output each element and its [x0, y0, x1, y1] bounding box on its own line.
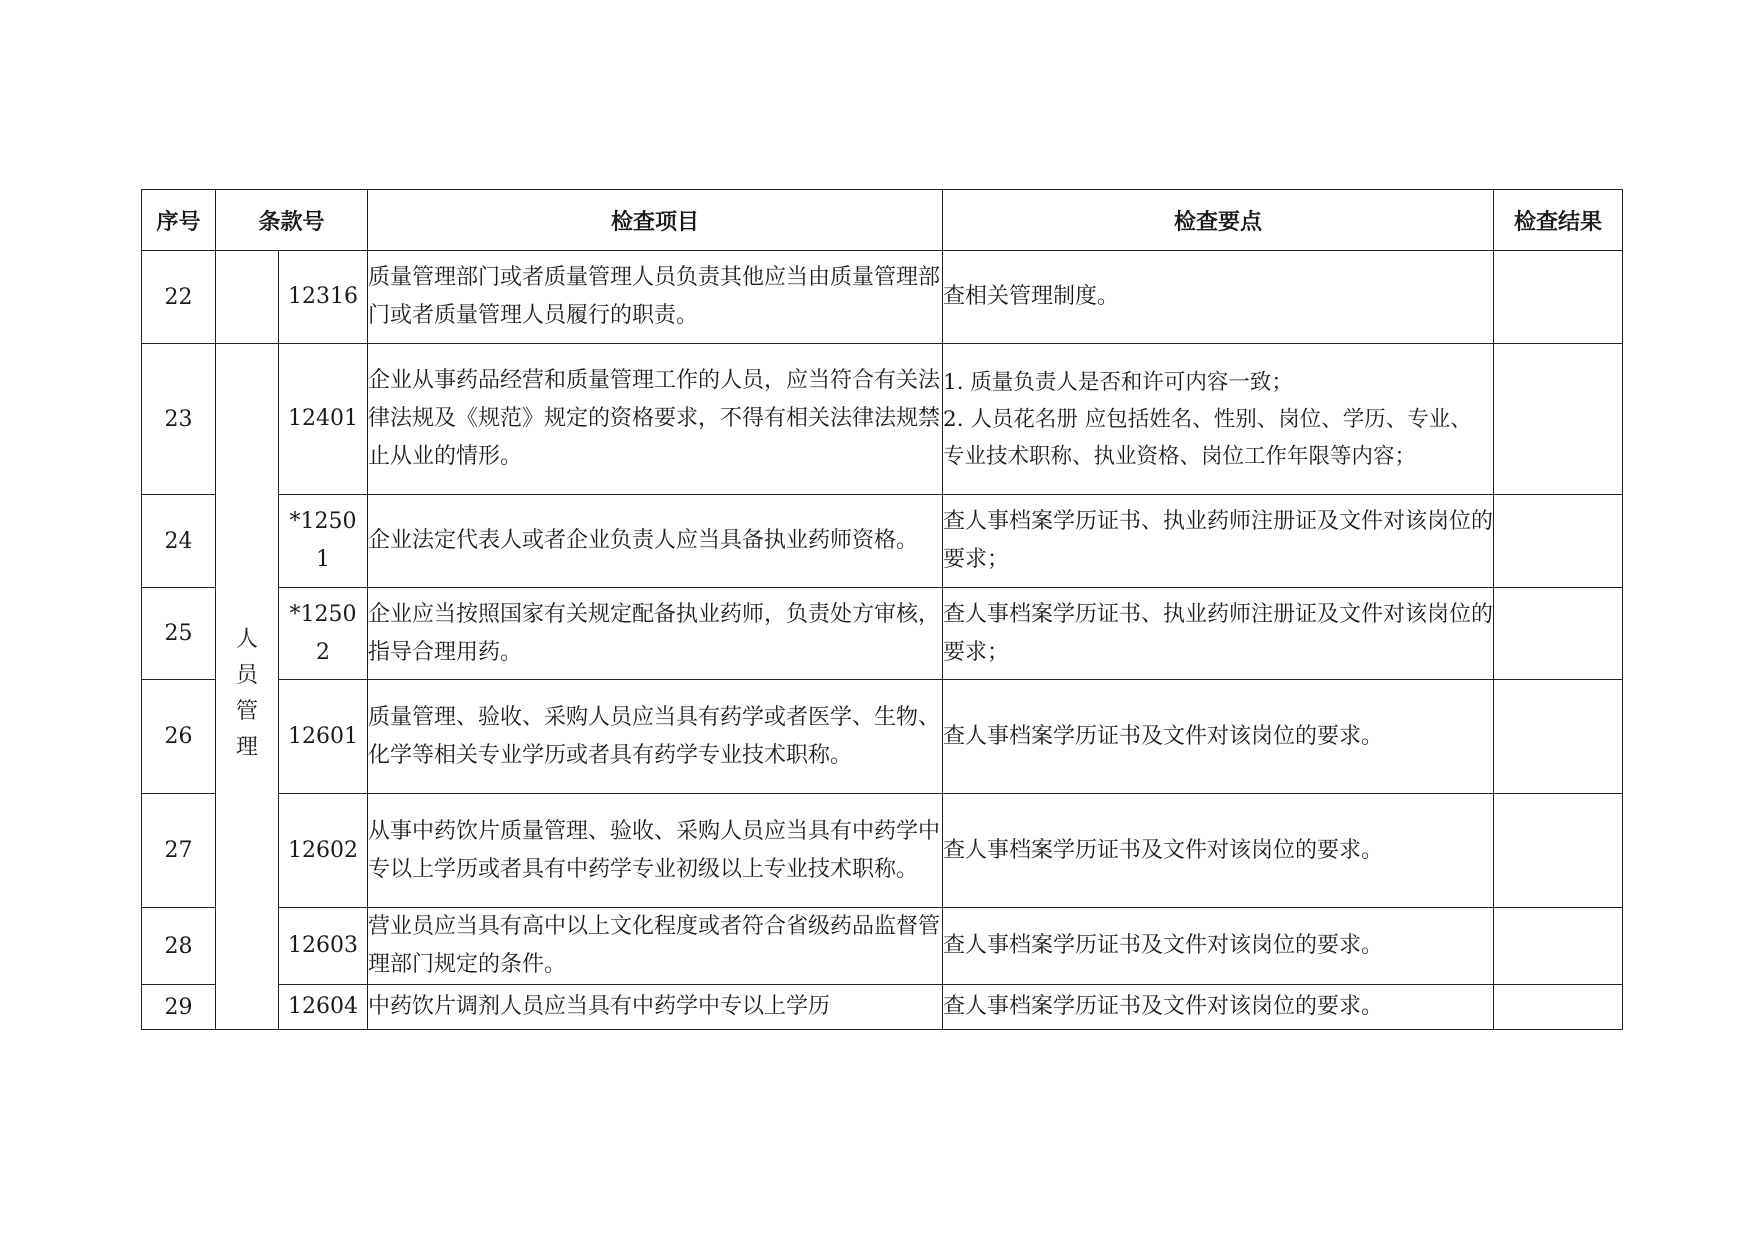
inspection-table: [141, 189, 1623, 1030]
row-code: 12603: [279, 908, 368, 985]
row-points: 1. 质量负责人是否和许可内容一致； 2. 人员花名册 应包括姓名、性别、岗位、学历、专业、专业技术职称、执业资格、岗位工作年限等内容；: [943, 344, 1494, 495]
row-code: 12601: [279, 680, 368, 794]
category-label: 人员管理: [235, 626, 258, 760]
header-item: 检查项目: [368, 190, 943, 251]
row-item: 营业员应当具有高中以上文化程度或者符合省级药品监督管理部门规定的条件。: [368, 908, 943, 985]
row-seq: 26: [142, 680, 216, 794]
table-row: [142, 985, 1623, 1030]
row-item: 企业应当按照国家有关规定配备执业药师，负责处方审核，指导合理用药。: [368, 588, 943, 680]
inspection-sheet: [141, 189, 1622, 1030]
row-points: 查人事档案学历证书、执业药师注册证及文件对该岗位的要求；: [943, 588, 1494, 680]
row-points: 查人事档案学历证书及文件对该岗位的要求。: [943, 908, 1494, 985]
row-code: 12316: [279, 251, 368, 344]
row-item: 质量管理、验收、采购人员应当具有药学或者医学、生物、化学等相关专业学历或者具有药学专业技术职称。: [368, 680, 943, 794]
table-row: [142, 251, 1623, 344]
table-row: [142, 495, 1623, 588]
row-points: 查人事档案学历证书及文件对该岗位的要求。: [943, 680, 1494, 794]
row-result[interactable]: [1494, 495, 1623, 588]
header-seq: 序号: [142, 190, 216, 251]
row-item: 企业法定代表人或者企业负责人应当具备执业药师资格。: [368, 495, 943, 588]
header-result: 检查结果: [1494, 190, 1623, 251]
row-result[interactable]: [1494, 588, 1623, 680]
row-item: 企业从事药品经营和质量管理工作的人员，应当符合有关法律法规及《规范》规定的资格要求，不得有相关法律法规禁止从业的情形。: [368, 344, 943, 495]
row-seq: 22: [142, 251, 216, 344]
row-seq: 28: [142, 908, 216, 985]
row-code: 12602: [279, 794, 368, 908]
category-cell-blank: [216, 251, 279, 344]
row-code: 12604: [279, 985, 368, 1030]
row-item: 质量管理部门或者质量管理人员负责其他应当由质量管理部门或者质量管理人员履行的职责。: [368, 251, 943, 344]
table-row: [142, 680, 1623, 794]
row-item: 从事中药饮片质量管理、验收、采购人员应当具有中药学中专以上学历或者具有中药学专业初级以上专业技术职称。: [368, 794, 943, 908]
row-code: *12501: [279, 495, 368, 588]
row-points: 查人事档案学历证书及文件对该岗位的要求。: [943, 794, 1494, 908]
row-seq: 23: [142, 344, 216, 495]
row-code: 12401: [279, 344, 368, 495]
header-clause: 条款号: [216, 190, 368, 251]
row-points: 查人事档案学历证书、执业药师注册证及文件对该岗位的要求；: [943, 495, 1494, 588]
row-code: *12502: [279, 588, 368, 680]
row-seq: 24: [142, 495, 216, 588]
row-result[interactable]: [1494, 251, 1623, 344]
table-header-row: [142, 190, 1623, 251]
row-result[interactable]: [1494, 794, 1623, 908]
row-result[interactable]: [1494, 985, 1623, 1030]
row-points: 查人事档案学历证书及文件对该岗位的要求。: [943, 985, 1494, 1030]
row-seq: 27: [142, 794, 216, 908]
row-result[interactable]: [1494, 344, 1623, 495]
table-row: [142, 908, 1623, 985]
row-points: 查相关管理制度。: [943, 251, 1494, 344]
row-result[interactable]: [1494, 908, 1623, 985]
row-seq: 25: [142, 588, 216, 680]
row-result[interactable]: [1494, 680, 1623, 794]
table-row: [142, 588, 1623, 680]
table-row: [142, 794, 1623, 908]
table-row: [142, 344, 1623, 495]
row-item: 中药饮片调剂人员应当具有中药学中专以上学历: [368, 985, 943, 1030]
category-cell: [216, 344, 279, 1030]
header-points: 检查要点: [943, 190, 1494, 251]
row-seq: 29: [142, 985, 216, 1030]
